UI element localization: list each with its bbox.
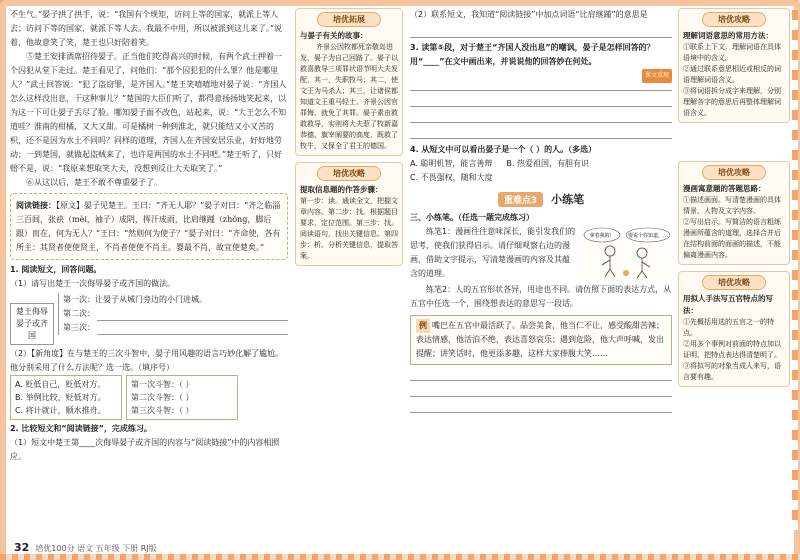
answer-line[interactable] <box>410 24 672 38</box>
exercise-3-1: 练笔1：漫画往往意味深长，能引发我们的思考，使我们获得启示。请仔细观察右边的漫画，借助文字提示，写清楚漫画的内容及其蕴含的道理。 <box>410 227 576 278</box>
round-2-answer[interactable]: 第二次斗智：（ ） <box>131 393 194 402</box>
tip-box-comic <box>678 161 790 265</box>
tip-text: 齐景公因牧都死亲敬岛进发，晏子为自己回路了。晏子以救喜教导三项罪状语节明大夫发配，其一，失职牧马；其二，使文王为马杀人；其三，让诸侯都知道文王重马轻士。齐景公因官罪悔，就免了其罪。晏子素由救敢救导，实则将大夫惹了牧新嘉恭德，旗宰阐要的高度，既救了牧牛，又保全了君王的德国。 <box>300 43 398 150</box>
q4-option-a[interactable]: A. 聪明机智，能言善辩 <box>410 159 493 168</box>
tip-box-personification <box>678 271 790 387</box>
tip-text: 第一步：读。通读全文，把握文章内容。第二步：找。根据题目要求，定位范围。第三步：找。阅读语句，找出关键信息。第四步：析。分析关键信息，提取答案。 <box>300 197 398 260</box>
exercise-3-2: 练笔2：人的五官形状各异，用途也不同。请仿照下面的表达方式，从五官中任选一个，围绕想表达的意思写一段话。 <box>410 285 672 308</box>
tip-subtitle: 漫画寓意题的答题思路： <box>683 184 766 193</box>
example-tag: 例 <box>416 319 430 333</box>
section-header <box>410 191 672 207</box>
answer-line[interactable] <box>410 383 672 397</box>
story-paragraph: ⑤楚王安排酒席招待晏子。正当他们吃得高兴的时候，有两个武士押着一个囚犯从堂下走过。楚王看见了，问他们：“那个囚犯犯的什么罪？他是哪里人？”武士回答说：“犯了盗窃罪，是齐国人。”楚王笑嘻嘻地对晏子说：“齐国人怎么这样没出息，干这种事儿？”楚国的大臣们听了，都得意扬扬地笑起来，以为这一下可让晏子丢尽了脸。哪知晏子面不改色，站起来，说：“大王怎么不知道哇？淮南的柑橘，又大又甜。可是橘树一种到淮北，就只能结又小又苦的枳，还不是因为水土不同吗？同样的道理，齐国人在齐国安居乐业，好好地劳动；一到楚国，就做起盗贼来了，也许是两国的水土不同吧。”楚王听了，只好赔不是，说：“我原来想取笑大夫，没想到反让大夫取笑了。” <box>10 52 287 173</box>
page-number: 32 <box>14 540 30 554</box>
diagram-label: 楚王侮辱晏子或齐国 <box>10 303 54 345</box>
tip-item: ③将拟写的对象当成人来写，语言要有趣。 <box>683 362 781 381</box>
method-option-c: C. 将计就计，顺水推舟。 <box>15 406 106 415</box>
answer-line[interactable] <box>410 93 672 107</box>
method-options <box>10 375 122 420</box>
tip-item: ①描述画面。写清楚漫画的具体情景，人物及文字内容。 <box>683 196 781 215</box>
q4-option-c[interactable]: C. 不畏强权，随和大度 <box>410 173 493 182</box>
question-1-1: （1）请写出楚王一次侮辱晏子或齐国的做法。 <box>10 279 176 288</box>
answer-line[interactable] <box>410 399 672 413</box>
question-1 <box>10 263 288 464</box>
tip-item: ①先概括用选的五官之一的特点。 <box>683 318 774 337</box>
tip-subtitle: 与晏子有关的故事： <box>300 31 368 40</box>
tip-item: ②用多个事例对前面的特点加以证明，把特点表达得清楚明了。 <box>683 340 781 359</box>
round-3-answer[interactable]: 第三次斗智：（ ） <box>131 406 194 415</box>
answer-line[interactable] <box>410 125 672 139</box>
left-side-column <box>295 8 403 272</box>
tip-item: ①联系上下文，理解词语在具体语境中的含义。 <box>683 43 781 62</box>
right-page <box>410 8 790 538</box>
answer-line[interactable] <box>410 109 672 123</box>
tip-box-word-meaning <box>678 8 790 123</box>
left-page <box>10 8 404 538</box>
story-paragraph: 不生气。”晏子拱了拱手，说：“我国有个规矩，访问上等的国家，就派上等人去；访问下等的国家，就派下等人去。我最不中用，所以被派到这儿来了。”说着，他故意笑了笑，楚王也只好陪着笑。 <box>10 10 283 47</box>
reading-link-title: 阅读链接： <box>16 200 56 210</box>
answer-line[interactable] <box>410 367 672 381</box>
tip-title: 培优攻略 <box>702 12 766 27</box>
tip-subtitle: 用拟人手法写五官特点的写法： <box>683 294 773 315</box>
question-1-2: （2）【新角度】在与楚王的三次斗智中，晏子用风趣的语言巧妙化解了尴尬。他分别采用了什么方法呢？选一选。（填序号） <box>10 349 284 372</box>
diagram-row-3[interactable]: 第三次： <box>63 321 288 335</box>
tip-subtitle: 提取信息题的作答步骤： <box>300 185 383 194</box>
round-1-answer[interactable]: 第一次斗智：（ ） <box>131 380 194 389</box>
section-title: 小练笔 <box>551 193 585 206</box>
tip-title: 培优拓展 <box>317 12 381 27</box>
method-option-b: B. 举例比较，贬低对方。 <box>15 393 106 402</box>
question-4: 4. 从短文中可以看出晏子是一个（ ）的人。（多选） A. 聪明机智，能言善辩 B. 热爱祖国，有胆有识 C. 不畏强权，随和大度 <box>410 143 672 185</box>
tip-item: ②写出启示。写简洁的语言粗练漫画所蕴含的道理，选择合并后在结构前面的面画的描述，不能偏离漫画内容。 <box>683 218 781 259</box>
right-main-column <box>410 8 672 415</box>
tip-title: 培优攻略 <box>702 275 766 290</box>
comic-caption-right: 要说个你知道，… <box>627 233 669 239</box>
question-1-2-options <box>10 375 288 420</box>
right-side-column <box>678 8 790 393</box>
tip-item: ②通过联系意思相近或相反的词语理解词语含义。 <box>683 65 781 84</box>
exercise-3: 三、小练笔。（任选一题完成练习） 拿着我的！ 要说个你知道，… 练笔1：漫画往往意味深长，能引发我们的思考，使我们获得启示。请仔细观察右边的漫画，借助文字提示，写清楚漫画的内容及其蕴含的道理。 练笔2：人的五官形状各异，用途也不同。请仿照下面的表达方式，从五官中任选一个，围绕想表达的意思写一段话。 例 嘴巴在五官中最活跃了。品尝美食，他当仁不让，感受酸甜苦辣；表达情感，他活泊不绝，表达喜怒哀乐；遇到危险，他大声呼喊，发出提醒；讲笑话时，他更添多趣，这样大家捧腹大笑…… <box>410 211 672 413</box>
right-edge-decoration <box>792 10 798 530</box>
comic-illustration <box>580 225 672 281</box>
bottom-border-decoration <box>0 554 800 560</box>
insult-diagram <box>10 293 288 345</box>
footer-text: 培优100分 语文 五年级 下册 RJ版 <box>35 543 157 553</box>
q4-option-b[interactable]: B. 热爱祖国，有胆有识 <box>506 159 589 168</box>
diagram-row-2[interactable]: 第二次： <box>63 307 288 321</box>
tip-title: 培优攻略 <box>317 166 381 181</box>
example-box <box>410 315 672 365</box>
method-option-a: A. 贬低自己，贬低对方。 <box>15 380 106 389</box>
tip-subtitle: 理解词语意思的常用方法： <box>683 31 773 40</box>
story-paragraph: ⑥从这以后，楚王不敢不尊重晏子了。 <box>26 178 162 187</box>
tip-box-strategy <box>295 162 403 266</box>
tip-title: 培优攻略 <box>702 165 766 180</box>
left-main-column <box>10 8 288 464</box>
answer-line[interactable] <box>410 77 672 91</box>
page-footer <box>14 540 786 554</box>
reading-link-text: 【原文】晏子见楚王。王曰：“齐无人耶？”晏子对曰：“齐之临淄三百闾，张袂（mèi，袖子）成阴，挥汗成雨，比肩继踵（zhǒng，脚后跟）而在，何为无人？”王曰：“然则何为使子？”晏子对曰：“齐命使，各有所主：其贤者使使贤主，不肖者使使不肖主。婴最不肖，故宜使楚矣。” <box>16 201 281 252</box>
question-1-title: 1. 阅读短文，回答问题。 <box>10 265 102 274</box>
question-2-2: （2）联系短文，我知道“阅读链接”中加点词语“比肩继踵”的意思是 <box>410 8 672 38</box>
example-text: 嘴巴在五官中最活跃了。品尝美食，他当仁不让，感受酸甜苦辣；表达情感，他活泊不绝，表达喜怒哀乐；遇到危险，他大声呼喊，发出提醒；讲笑话时，他更添多趣，这样大家捧腹大笑…… <box>416 321 664 358</box>
tip-item: ③将词语拆分成字来理解，分别理解各字的意思后再整体理解词语含义。 <box>683 87 781 117</box>
section-tag: 重难点3 <box>498 192 543 207</box>
round-answers <box>126 375 238 420</box>
diagram-row-1: 第一次：让晏子从城门旁边的小门进城。 <box>63 295 207 304</box>
reappearance-stamp: 课文重现 <box>642 69 672 83</box>
reading-link-box <box>10 193 288 260</box>
top-border-decoration <box>0 0 800 6</box>
comic-caption-left: 拿着我的！ <box>589 233 615 239</box>
question-2-1: （1）短文中楚王第____次侮辱晏子或齐国的内容与“阅读链接”中的内容相照应。 <box>10 438 280 461</box>
question-2-title: 2. 比较短文和“阅读链接”，完成练习。 <box>10 424 152 433</box>
tip-box-extension <box>295 8 403 156</box>
question-3: 3. 读第⑤段，对于楚王“齐国人没出息”的嘲讽，晏子是怎样回答的？用“____”在文中画出来，并说说他的回答妙在何处。 课文重现 <box>410 41 672 139</box>
